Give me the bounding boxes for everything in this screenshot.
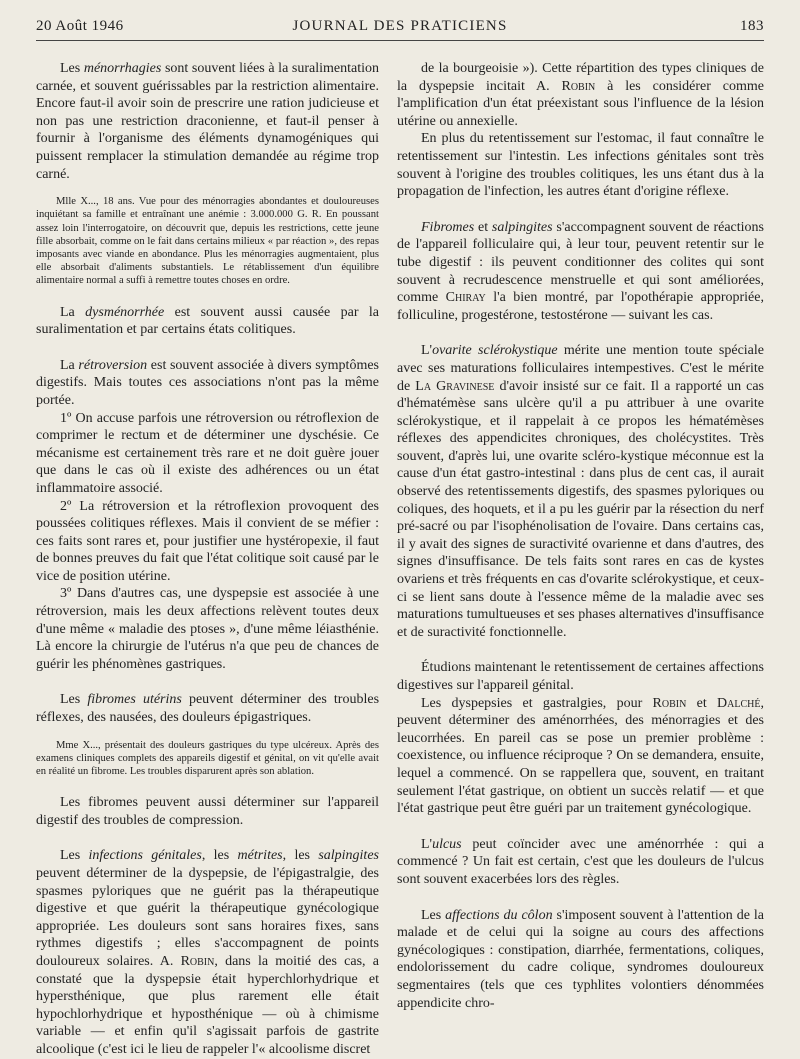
text-run: , les	[201, 848, 238, 864]
text-run: 1º On accuse parfois une rétroversion ou rétroflexion de comprimer le rectum et de déterminer une dyschésie. Ce mécanisme est certainement très rare et ne doit guère jouer que dans le cas où il existe des adhérences ou un état inflammatoire associé.	[36, 410, 379, 496]
paragraph	[397, 219, 764, 325]
italic-term: ovarite sclérokystique	[432, 343, 558, 359]
text-run: de la bourgeoisie »). Cette répartition des types cliniques de la dyspepsie incitait A.	[397, 61, 764, 94]
text-run: 2º La rétroversion et la rétroflexion provoquent des poussées colitiques réflexes. Mais il convient de se méfier : ces faits sont rares et, pour justifier une hystéropexie, il faut de bonnes preuves du fait que l'état colitique soit causé par le vice de position utérine.	[36, 498, 379, 584]
left-column	[36, 60, 379, 1059]
text-run: Les	[60, 848, 89, 864]
text-run: d'avoir insisté sur ce fait. Il a rapporté un cas d'hématémèse sans ulcère qu'il a pu attribuer à une ovarite sclérokystique, et il rappelait à ce propos les hématémèses réflexes des appendicites chroniques, des cholécystites. Très souvent, d'après lui, une ovarite scléro-kystique méconnue est la cause d'un état gastro-intestinal : dans plus de cent cas, il aurait observé des retentissements digestifs, des spasmes pyloriques ou coliques, des hoquets, et il a pu les guérir par la résection du nerf pré-sacré ou par l'isophénolisation de l'ovaire. Dans certains cas, il y avait des signes de suractivité ovarienne et dans d'autres, des signes d'insuffisance. De tels faits sont rares en cas de kystes ovariens et très fréquents en cas d'ovarite sclérokystique, et ceux-ci se lient sans doute à l'essence même de la maladie avec ses maturations tumultueuses et ses phases alternatives d'insuffisance et de suractivité fonctionnelle.	[397, 378, 765, 640]
paragraph	[397, 659, 764, 694]
right-column	[397, 60, 764, 1012]
italic-term: métrites	[237, 848, 283, 864]
text-run: La	[60, 357, 79, 373]
italic-term: dysménorrhée	[85, 304, 165, 320]
paragraph	[397, 130, 764, 200]
text-run: et	[686, 695, 718, 711]
text-run: mérite une mention toute spéciale avec ses maturations folliculaires intempestives. C'est le mérite de	[397, 343, 764, 394]
paragraph	[36, 847, 379, 1058]
text-run: s'imposent souvent à l'attention de la malade et de celui qui la soigne au cours des affections gynécologiques : constipation, diarrhée, fermentations, coliques, endolorissement du cadre colique, syndromes douloureux segmentaires (tels que ces typhlites volontiers dénommées appendicite chro-	[397, 907, 764, 1011]
italic-term: ulcus	[432, 836, 462, 852]
paragraph	[397, 342, 764, 641]
text-run: L'	[421, 343, 433, 359]
running-header	[36, 14, 764, 41]
paragraph	[397, 836, 764, 889]
text-run: La	[60, 304, 86, 320]
paragraph	[36, 498, 379, 586]
paragraph	[397, 695, 764, 818]
text-run: Les	[421, 907, 446, 923]
text-run: , dans la moitié des cas, a constaté que la dyspepsie était hyperchlorhydrique et hypersthénique, que plus rarement elle était hypochlorhydrique et hyposthénique — où à chimisme variable — et enfin qu'il s'agissait parfois de gastrite alcoolique (c'est ici le lieu de rappeler l'« alcoolisme discret	[36, 954, 379, 1057]
author-name: La Gravinese	[415, 378, 495, 394]
italic-term: affections du côlon	[445, 907, 553, 923]
author-name: Robin	[180, 954, 215, 969]
text-run: peuvent déterminer de la dyspepsie, de l'épigastralgie, des spasmes pyloriques que ne guérit pas la thérapeutique digestive et que guérit la thérapeutique gynécologique appropriée. Les douleurs sont sans horaires fixes, sans rythmes digestifs ; elles s'accompagnent de points douloureux solaires. A.	[36, 866, 379, 969]
text-run: peut coïncider avec une aménorrhée : qui a commencé ? Un fait est certain, c'est que les douleurs de l'ulcus sont souvent exacerbées lors des règles.	[397, 836, 764, 887]
italic-term: fibromes utérins	[87, 692, 182, 708]
text-run: L'	[421, 836, 433, 852]
header-date: 20 Août 1946	[36, 18, 124, 34]
paragraph	[36, 794, 379, 829]
text-run: Étudions maintenant le retentissement de certaines affections digestives sur l'appareil génital.	[397, 660, 764, 693]
italic-term: rétroversion	[78, 357, 148, 373]
text-run: est souvent associée à divers symptômes digestifs. Mais toutes ces associations n'ont pas la même portée.	[36, 357, 380, 408]
case-report	[36, 739, 379, 779]
text-run: s'accompagnent souvent de réactions de l'appareil folliculaire qui, à leur tour, peuvent retentir sur le tube digestif : ils peuvent conditionner des colites qui sont souvent à recrudescence menstruelle et qui sont améliorées, comme	[397, 219, 764, 306]
text-run: Les	[60, 692, 88, 708]
text-run: et	[474, 219, 492, 235]
text-run: Les fibromes peuvent aussi déterminer sur l'appareil digestif des troubles de compression.	[36, 795, 379, 828]
italic-term: salpingites	[318, 848, 379, 864]
text-run: , peuvent déterminer des aménorrhées, des ménorragies et des leucorrhées. En pareil cas se pose un premier problème : coexistence, ou influence réciproque ? On se demandera, ensuite, lequel a commencé. On se rappellera que, souvent, en traitant seulement l'état gastrique, on obtient un succès relatif — et que l'état gastrique peut être guéri par un traitement gynécologique.	[397, 695, 764, 817]
italic-term: ménorrhagies	[83, 61, 162, 76]
paragraph	[397, 907, 764, 1013]
paragraph	[397, 60, 764, 130]
italic-term: Fibromes	[421, 219, 475, 235]
paragraph	[36, 304, 379, 339]
paragraph	[36, 691, 379, 726]
text-run: à les considérer comme l'amplification d'un état préexistant sous l'influence de la lésion utérine ou annexielle.	[397, 78, 764, 129]
text-run: peuvent déterminer des troubles réflexes, des nausées, des douleurs épigastriques.	[36, 692, 380, 726]
paragraph	[36, 585, 379, 673]
text-run: Mme X..., présentait des douleurs gastriques du type ulcéreux. Après des examens cliniques complets des appareils digestif et génital, on vit qu'elle avait en réalité un fibrome. Les troubles disparurent après son ablation.	[36, 739, 379, 778]
text-run: Les dyspepsies et gastralgies, pour	[421, 695, 653, 711]
italic-term: salpingites	[491, 219, 553, 235]
text-run: sont souvent liées à la suralimentation carnée, et souvent guérissables par la restriction alimentaire. Encore faut-il avoir soin de prescrire une ration judicieuse et non pas une restriction draconienne, et faut-il penser à fournir à l'organisme des éléments dynamogéniques qui puissent remplacer la stimulation demandée au régime trop carné.	[36, 61, 379, 182]
author-name: Robin	[652, 695, 687, 711]
text-run: En plus du retentissement sur l'estomac, il faut connaître le retentissement sur l'intestin. Les infections génitales sont très souvent à l'origine des troubles colitiques, les uns étant dus à la propagation de l'infection, les autres étant d'origine réflexe.	[397, 131, 764, 200]
paragraph	[36, 410, 379, 498]
page-number: 183	[740, 18, 764, 34]
text-run: Les	[60, 61, 84, 76]
paragraph	[36, 60, 379, 183]
journal-title: JOURNAL DES PRATICIENS	[292, 18, 508, 34]
text-run: , les	[282, 848, 319, 864]
text-run: Mlle X..., 18 ans. Vue pour des ménorragies abondantes et douloureuses inquiétant sa famille et entraînant une anémie : 3.000.000 G. R. En poussant assez loin l'interrogatoire, on découvrit que, depuis les restrictions, cette jeune fille absorbait, comme on le fait dans certains milieux « par réaction », des repas imposants avec viande en abondance. Plus les ménorragies augmentaient, plus elle absorbait d'aliments substantiels. Le rétablissement d'un équilibre alimentaire normal a suffi à remettre toutes choses en ordre.	[36, 196, 379, 287]
case-report	[36, 195, 379, 287]
paragraph	[36, 357, 379, 410]
text-run: l'a bien montré, par l'opothérapie appropriée, folliculine, progestérone, testostérone — suivant les cas.	[397, 290, 764, 323]
author-name: Chiray	[445, 290, 486, 306]
text-run: est souvent aussi causée par la suralimentation et par certains états colitiques.	[36, 304, 380, 338]
italic-term: infections génitales	[88, 848, 202, 864]
author-name: Dalché	[717, 695, 761, 711]
author-name: Robin	[561, 78, 596, 94]
text-run: 3º Dans d'autres cas, une dyspepsie est associée à une rétroversion, mais les deux affections relèvent toutes deux d'une même « maladie des ptoses », d'une même léiasthénie. Là encore la chirurgie de l'utérus n'a que peu de chances de guérir les phénomènes gastriques.	[36, 586, 379, 672]
